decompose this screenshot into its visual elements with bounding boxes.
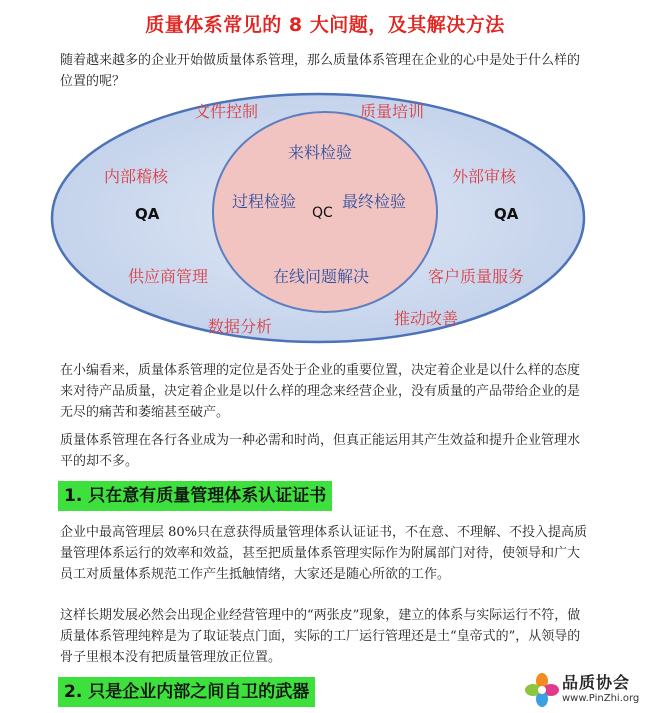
quality-system-diagram	[48, 90, 588, 346]
page-title: 质量体系常见的 8 大问题，及其解决方法	[145, 14, 505, 36]
label-external-audit: 外部审核	[452, 167, 517, 186]
label-qa-right: QA	[494, 205, 519, 223]
label-final-inspection: 最终检验	[342, 192, 407, 211]
label-supplier-mgmt: 供应商管理	[128, 267, 209, 286]
label-internal-audit: 内部稽核	[104, 167, 169, 186]
label-promote-improve: 推动改善	[394, 309, 459, 328]
logo-name: 品质协会	[562, 673, 631, 692]
flower-logo-icon	[524, 672, 560, 708]
paragraph-1: 在小编看来，质量体系管理的定位是否处于企业的重要位置，决定着企业是以什么样的态度来对待产品质量，决定着企业是以什么样的理念来经营企业，没有质量的产品带给企业的是无尽的痛苦和萎缩甚至破产。	[60, 363, 581, 420]
section-heading-1: 1. 只在意有质量管理体系认证证书	[58, 481, 332, 511]
logo-url[interactable]: www.PinZhi.org	[562, 693, 640, 704]
paragraph-2: 质量体系管理在各行各业成为一种必需和时尚，但真正能运用其产生效益和提升企业管理水平的却不多。	[60, 433, 581, 469]
paragraph-3: 企业中最高管理层 80%只在意获得质量管理体系认证证书，不在意、不理解、不投入提高质量管理体系运行的效率和效益，甚至把质量体系管理实际作为附属部门对待，使领导和广大员工对质量体系规范工作产生抵触情绪，大家还是随心所欲的工作。	[60, 525, 588, 582]
label-doc-control: 文件控制	[194, 102, 259, 121]
site-logo	[524, 670, 648, 712]
label-incoming-inspection: 来料检验	[288, 143, 353, 162]
section-heading-2: 2. 只是企业内部之间自卫的武器	[58, 677, 315, 707]
label-quality-training: 质量培训	[360, 102, 425, 121]
label-data-analysis: 数据分析	[208, 317, 273, 336]
intro-paragraph: 随着越来越多的企业开始做质量体系管理，那么质量体系管理在企业的心中是处于什么样的位置的呢？	[60, 53, 581, 89]
label-qa-left: QA	[135, 205, 160, 223]
label-customer-quality: 客户质量服务	[428, 267, 525, 286]
label-qc: QC	[312, 205, 333, 221]
paragraph-4: 这样长期发展必然会出现企业经营管理中的“两张皮”现象，建立的体系与实际运行不符，做质量体系管理纯粹是为了取证装点门面，实际的工厂运行管理还是土“皇帝式的”，从领导的骨子里根本没有把质量管理放正位置。	[60, 608, 581, 665]
label-process-inspection: 过程检验	[232, 192, 297, 211]
label-online-problem: 在线问题解决	[273, 267, 370, 286]
